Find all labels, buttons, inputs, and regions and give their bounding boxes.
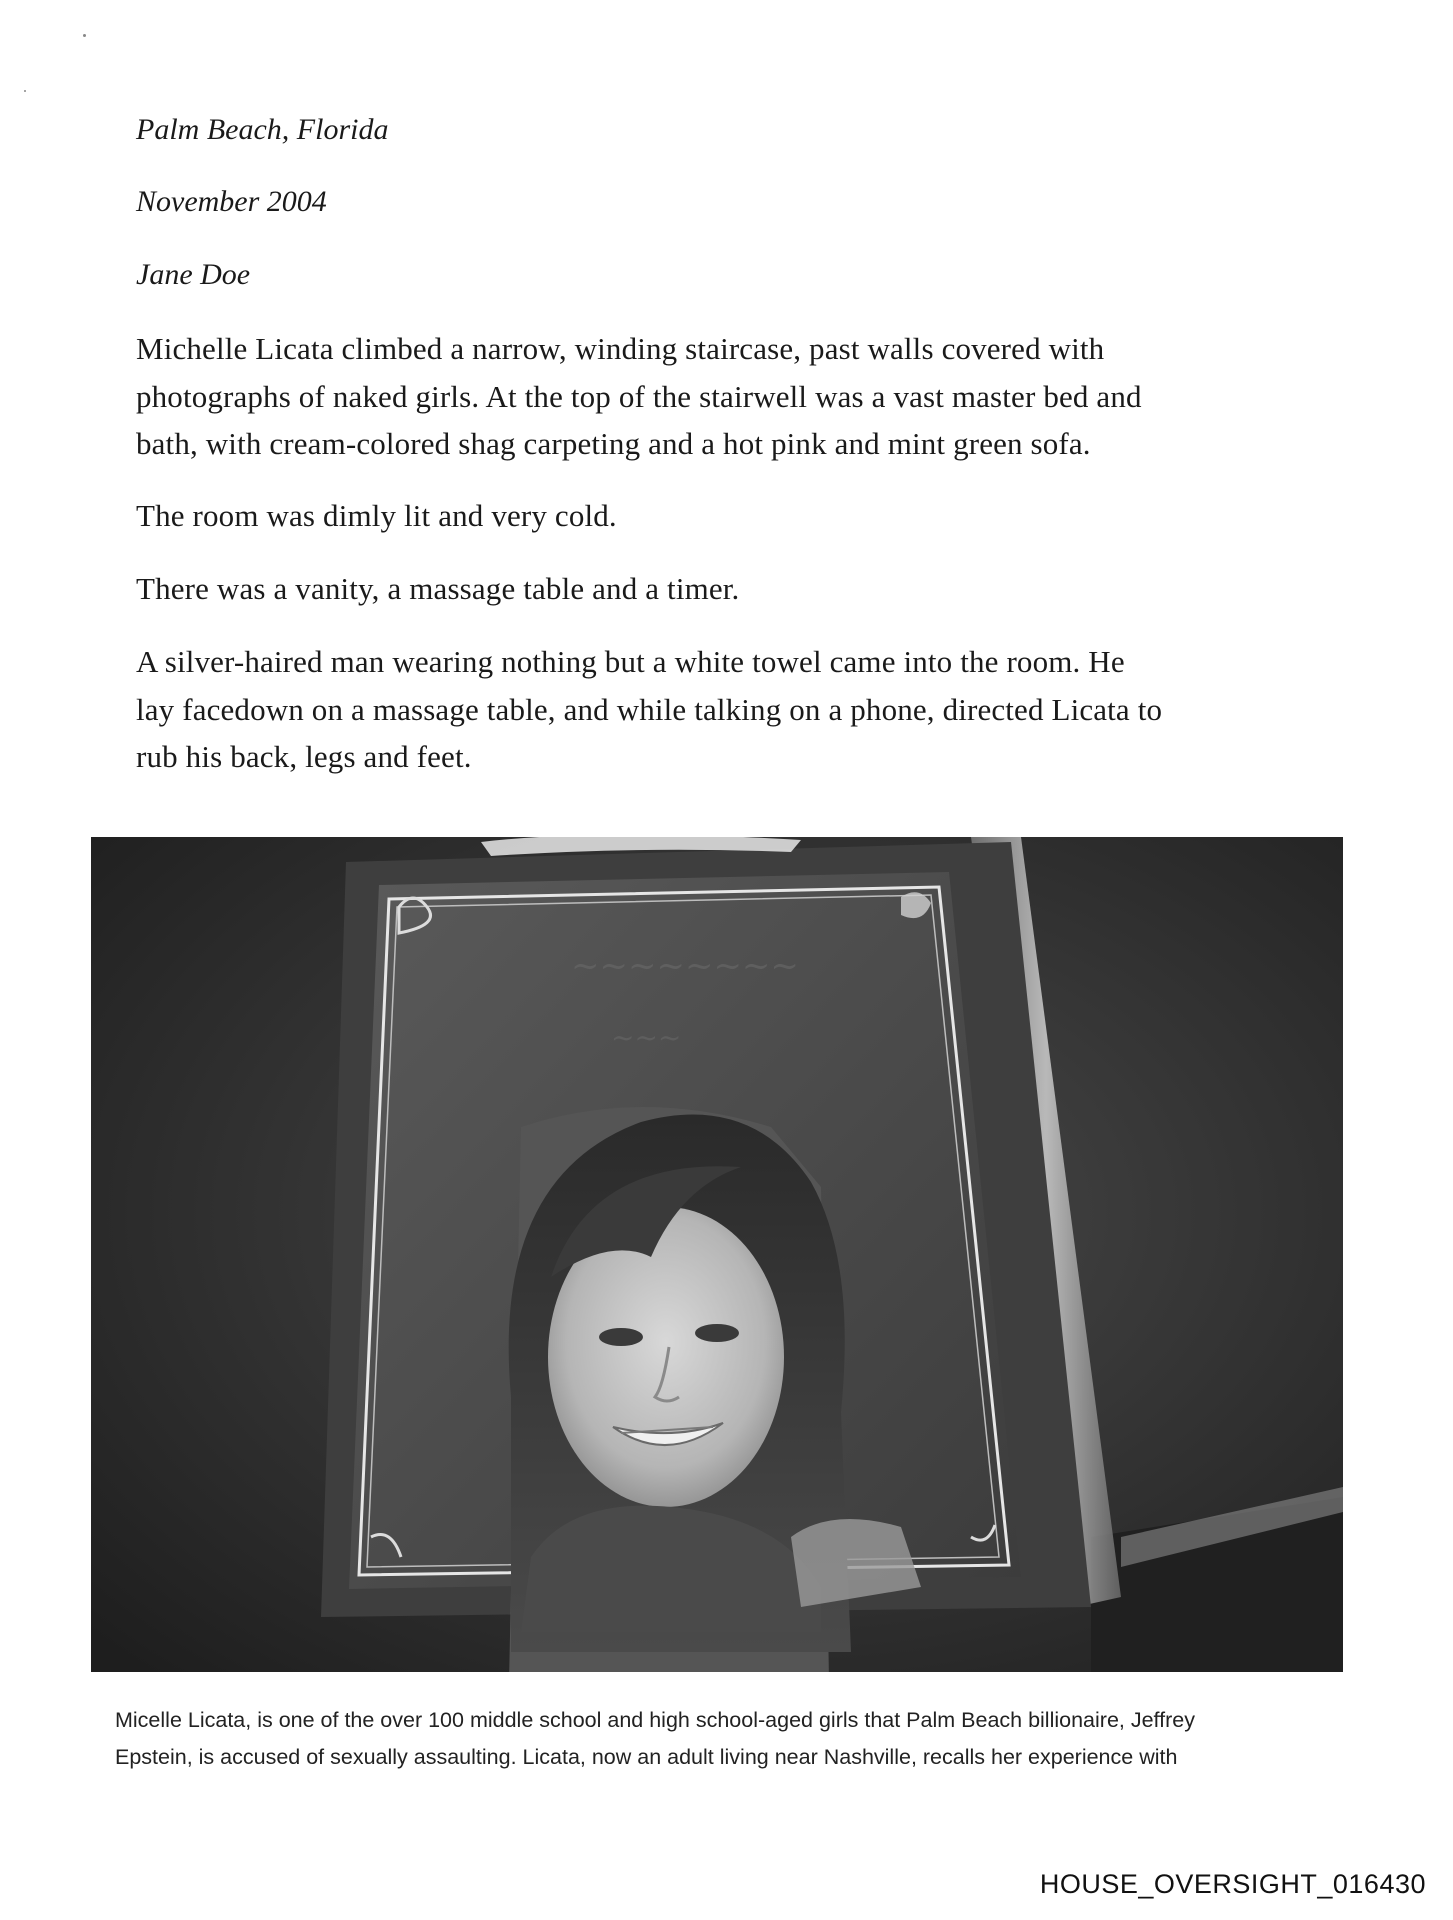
paragraph-line: A silver-haired man wearing nothing but a white towel came into the room. He — [136, 644, 1125, 679]
article-paragraph — [136, 565, 1336, 613]
paragraph-line: Michelle Licata climbed a narrow, winding staircase, past walls covered with — [136, 331, 1105, 366]
scan-speck — [83, 34, 86, 37]
byline: Jane Doe — [136, 258, 251, 291]
paragraph-line: The room was dimly lit and very cold. — [136, 498, 617, 533]
paragraph-line: bath, with cream-colored shag carpeting and a hot pink and mint green sofa. — [136, 426, 1091, 461]
svg-text:~~~: ~~~ — [611, 1021, 682, 1054]
paragraph-line: There was a vanity, a massage table and a timer. — [136, 571, 740, 606]
paragraph-line: photographs of naked girls. At the top of the stairwell was a vast master bed and — [136, 378, 1142, 414]
photo-caption — [115, 1702, 1345, 1776]
dateline-date: November 2004 — [136, 185, 327, 218]
article-paragraph — [136, 325, 1336, 468]
svg-text:~~~~~~~~: ~~~~~~~~ — [571, 946, 799, 986]
scan-speck — [24, 90, 26, 92]
caption-line: Epstein, is accused of sexually assaulting. Licata, now an adult living near Nashville, recalls her experience with — [115, 1745, 1178, 1769]
document-id: HOUSE_OVERSIGHT_016430 — [1039, 1869, 1426, 1899]
article-paragraph — [136, 492, 1336, 540]
caption-line: Micelle Licata, is one of the over 100 middle school and high school-aged girls that Palm Beach billionaire, Jeffrey — [115, 1708, 1195, 1732]
photo-of-girl-in-frame — [91, 837, 1343, 1672]
paragraph-line: rub his back, legs and feet. — [136, 739, 472, 774]
dateline-location: Palm Beach, Florida — [136, 113, 389, 146]
article-paragraph — [136, 638, 1336, 781]
paragraph-line: lay facedown on a massage table, and while talking on a phone, directed Licata to — [136, 691, 1163, 727]
